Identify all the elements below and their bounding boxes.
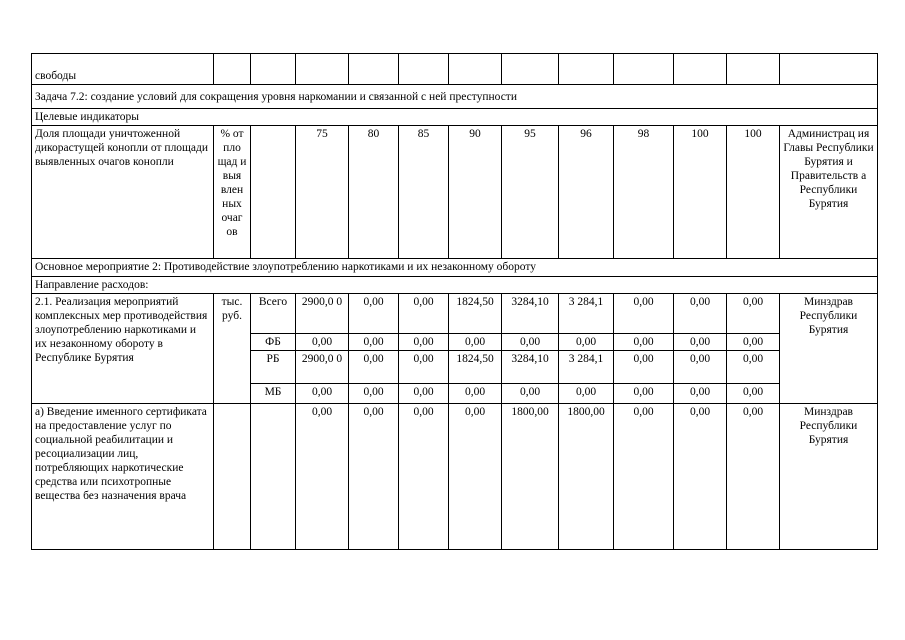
value-cell: 0,00 (674, 384, 727, 404)
indicator-name: Доля площади уничтоженной дикорастущей конопли от площади выявленных очагов конопли (32, 126, 214, 259)
value-cell: 1824,50 (449, 294, 502, 334)
value-cell: 1824,50 (449, 351, 502, 384)
indicator-value: 98 (614, 126, 674, 259)
value-cell: 0,00 (674, 404, 727, 550)
value-cell: 3 284,1 (559, 294, 614, 334)
table-row (32, 294, 878, 334)
value-cell: 0,00 (727, 384, 780, 404)
value-cell: 0,00 (614, 384, 674, 404)
indicator-value: 85 (399, 126, 449, 259)
table-row (32, 277, 878, 294)
value-cell: 0,00 (349, 334, 399, 351)
value-cell: 0,00 (502, 384, 559, 404)
value-cell: 0,00 (349, 294, 399, 334)
table-row (32, 54, 878, 85)
value-cell: 0,00 (449, 384, 502, 404)
freedom-cell: свободы (32, 54, 214, 85)
value-cell: 0,00 (674, 294, 727, 334)
indicator-value: 100 (674, 126, 727, 259)
value-cell: 0,00 (614, 294, 674, 334)
value-cell: 0,00 (349, 404, 399, 550)
task-heading: Задача 7.2: создание условий для сокращения уровня наркомании и связанной с ней преступности (32, 85, 878, 109)
program-table (31, 53, 878, 550)
value-cell: 0,00 (349, 384, 399, 404)
indicator-responsible: Администрац ия Главы Республики Бурятия и Правительств а Республики Бурятия (780, 126, 878, 259)
value-cell: 0,00 (559, 384, 614, 404)
indicator-value: 96 (559, 126, 614, 259)
event-a-responsible: Минздрав Республики Бурятия (780, 404, 878, 550)
value-cell: 0,00 (559, 334, 614, 351)
value-cell: 0,00 (614, 334, 674, 351)
table-row (32, 85, 878, 109)
value-cell: 3284,10 (502, 294, 559, 334)
source-label: РБ (251, 351, 296, 384)
value-cell: 0,00 (296, 384, 349, 404)
value-cell: 0,00 (296, 404, 349, 550)
value-cell: 0,00 (399, 384, 449, 404)
value-cell: 0,00 (502, 334, 559, 351)
indicator-value: 75 (296, 126, 349, 259)
value-cell: 0,00 (674, 351, 727, 384)
source-label: Всего (251, 294, 296, 334)
event-a-name: а) Введение именного сертификата на предоставление услуг по социальной реабилитации и ресоциализации лиц, потребляющих наркотические средства или психотропные вещества без назначения врача (32, 404, 214, 550)
table-row (32, 126, 878, 259)
value-cell: 1800,00 (502, 404, 559, 550)
value-cell: 2900,0 0 (296, 351, 349, 384)
event-2-1-unit: тыс. руб. (214, 294, 251, 404)
targets-heading: Целевые индикаторы (32, 109, 878, 126)
source-label: МБ (251, 384, 296, 404)
table-row (32, 109, 878, 126)
indicator-value: 80 (349, 126, 399, 259)
table-row (32, 259, 878, 277)
main-event-heading: Основное мероприятие 2: Противодействие злоупотреблению наркотиками и их незаконному обороту (32, 259, 878, 277)
value-cell: 0,00 (727, 334, 780, 351)
value-cell: 1800,00 (559, 404, 614, 550)
event-2-1-responsible: Минздрав Республики Бурятия (780, 294, 878, 404)
value-cell: 0,00 (727, 404, 780, 550)
value-cell: 3 284,1 (559, 351, 614, 384)
indicator-value: 95 (502, 126, 559, 259)
value-cell: 0,00 (296, 334, 349, 351)
value-cell: 3284,10 (502, 351, 559, 384)
value-cell: 0,00 (399, 351, 449, 384)
value-cell: 0,00 (449, 334, 502, 351)
value-cell: 0,00 (727, 294, 780, 334)
value-cell: 0,00 (614, 404, 674, 550)
value-cell: 0,00 (614, 351, 674, 384)
value-cell: 0,00 (449, 404, 502, 550)
value-cell: 0,00 (727, 351, 780, 384)
indicator-unit: % от пло щад и выя влен ных очаг ов (214, 126, 251, 259)
expenses-heading: Направление расходов: (32, 277, 878, 294)
event-2-1-name: 2.1. Реализация мероприятий комплексных мер противодействия злоупотреблению наркотиками и их незаконному обороту в Республике Бурятия (32, 294, 214, 404)
table-row (32, 404, 878, 550)
value-cell: 0,00 (674, 334, 727, 351)
indicator-value: 90 (449, 126, 502, 259)
indicator-value: 100 (727, 126, 780, 259)
value-cell: 0,00 (349, 351, 399, 384)
source-label: ФБ (251, 334, 296, 351)
value-cell: 2900,0 0 (296, 294, 349, 334)
value-cell: 0,00 (399, 334, 449, 351)
value-cell: 0,00 (399, 404, 449, 550)
value-cell: 0,00 (399, 294, 449, 334)
